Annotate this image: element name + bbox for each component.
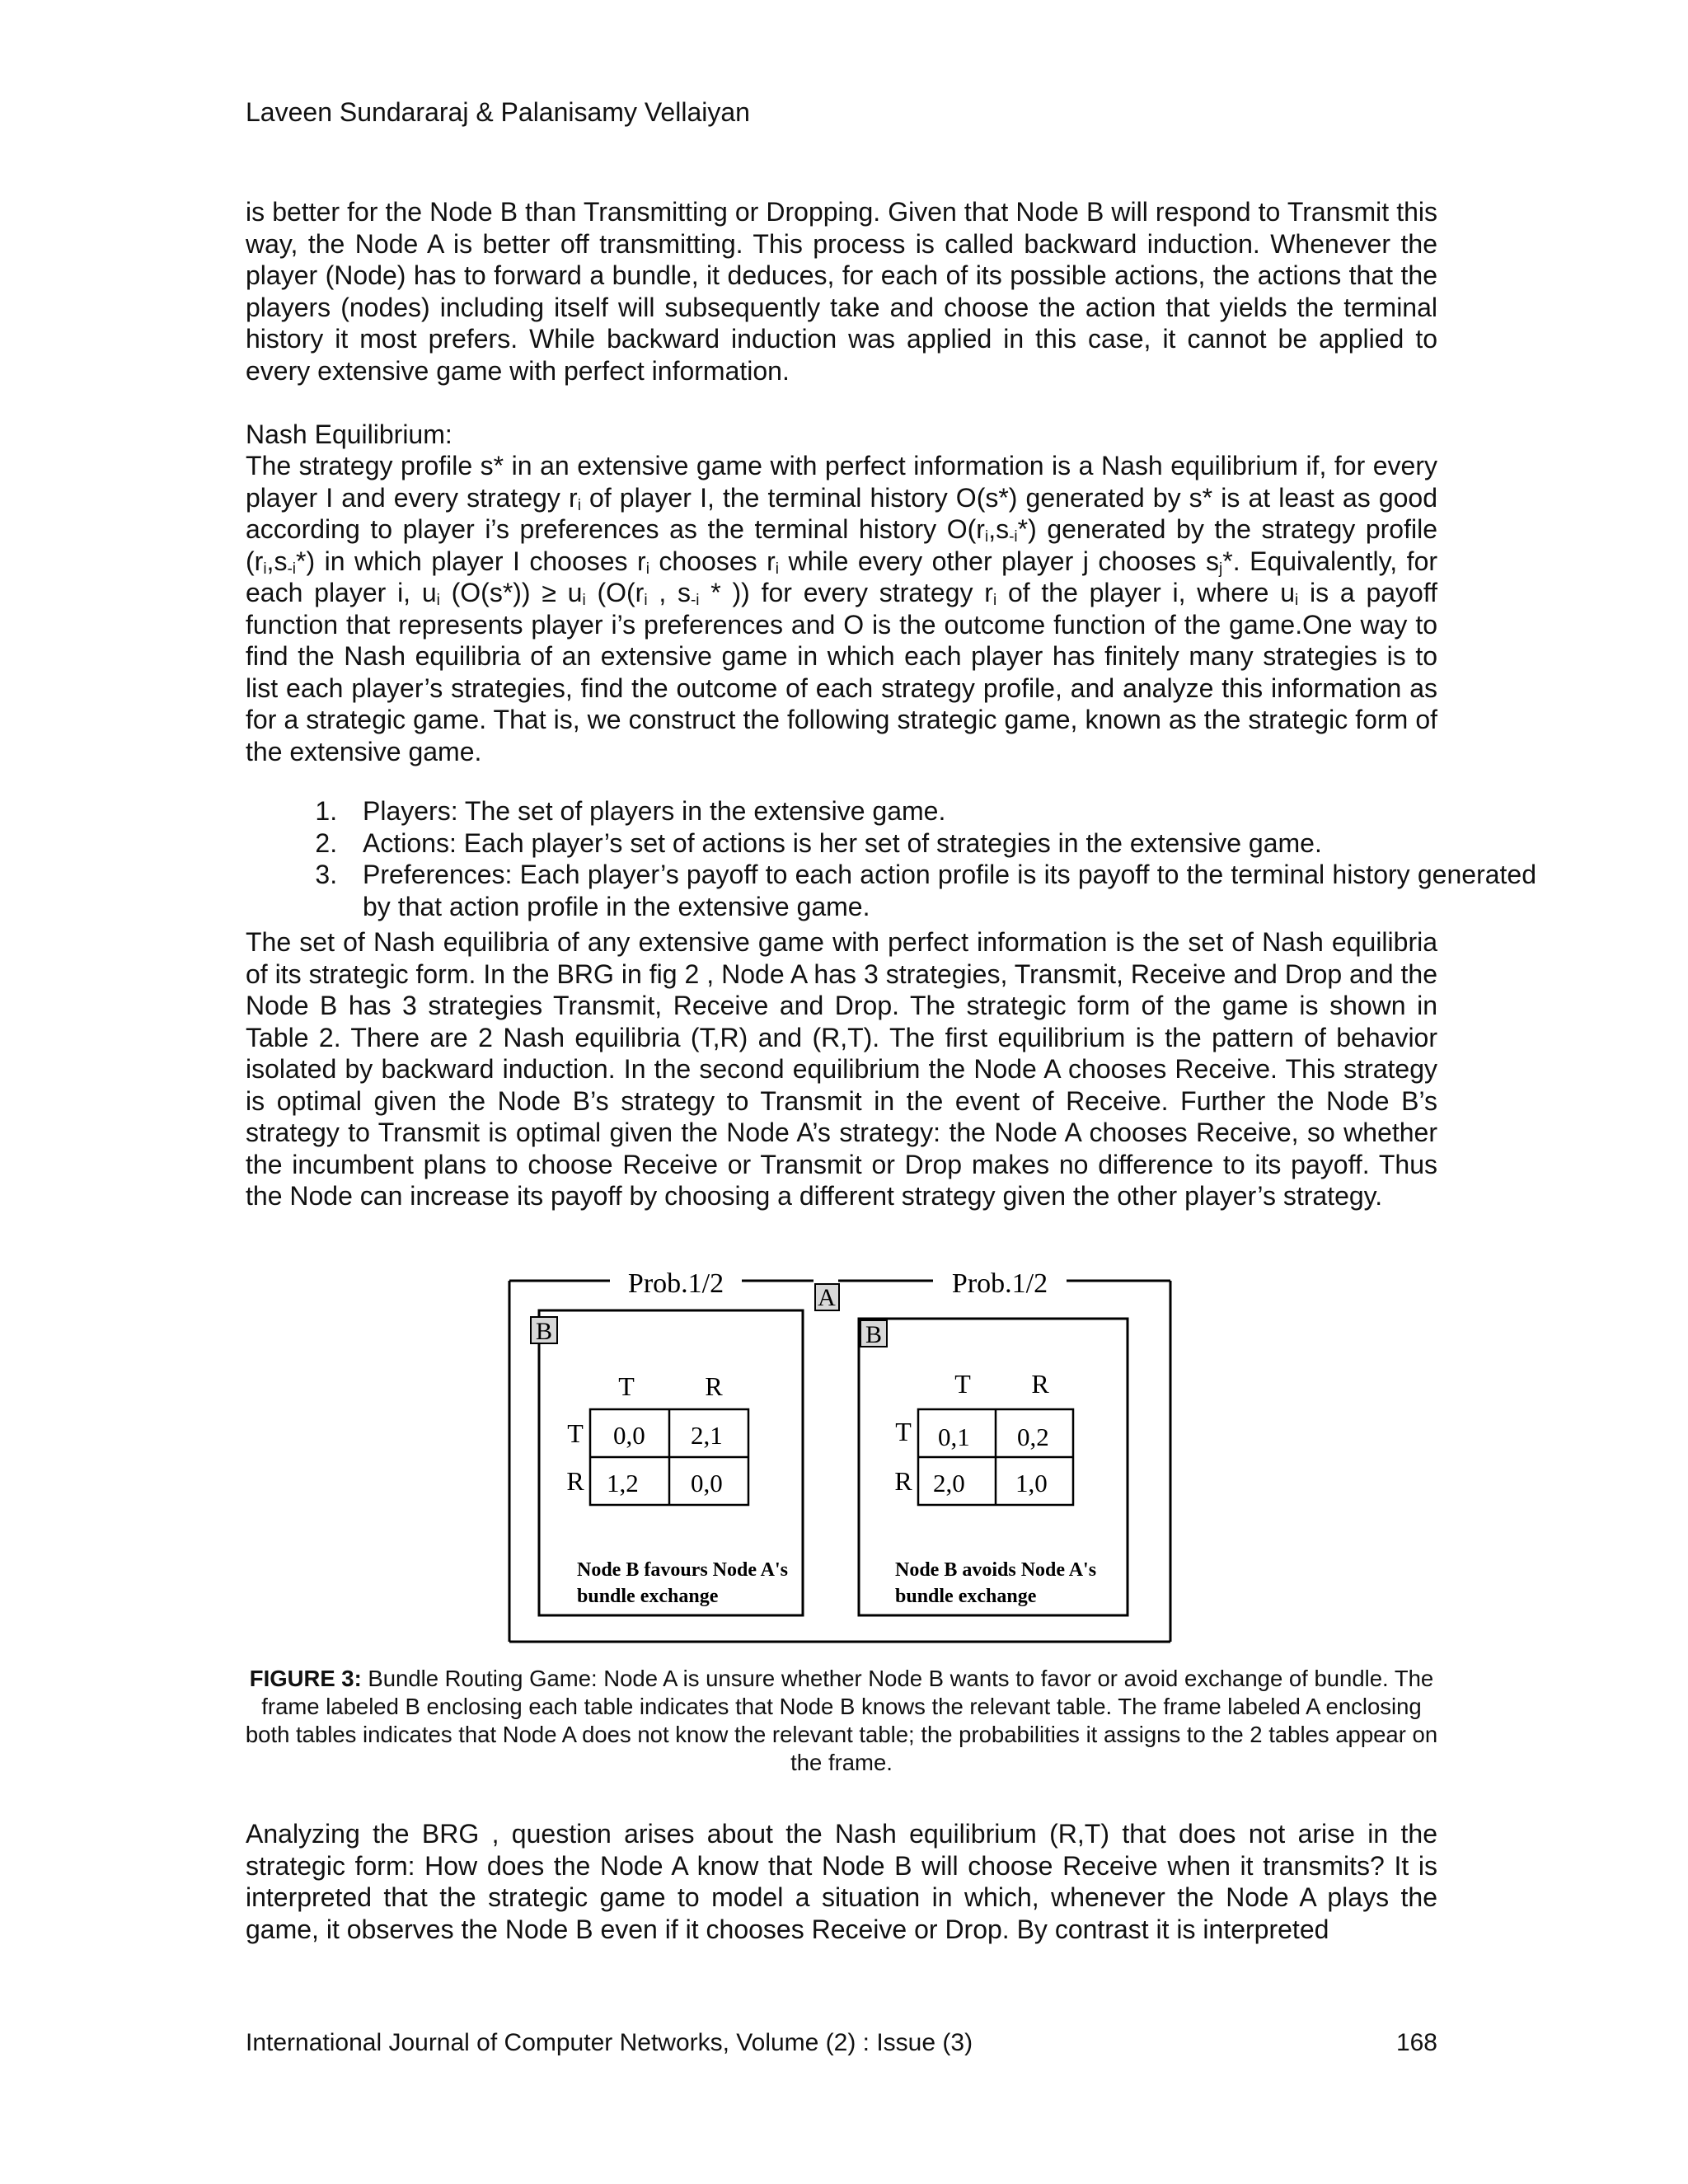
- subscript-i: i: [644, 592, 648, 609]
- note-right-line1: Node B avoids Node A's: [895, 1559, 1097, 1581]
- subscript-minus-i: -i: [287, 560, 296, 578]
- subscript-i: i: [436, 592, 440, 609]
- paragraph-brg-equilibria: The set of Nash equilibria of any extensive game with perfect information is the set of Nash equilibria of its strategic form. In the BRG in fig 2 , Node A has 3 strategies, Transmit, Receive and Drop and the Node B has 3 strategies Transmit, Receive and Drop. The strategic form of the game is shown in Table 2. There are 2 Nash equilibria (T,R) and (R,T). The first equilibrium is the pattern of behavior isolated by backward induction. In the second equilibrium the Node A chooses Receive. This strategy is optimal given the Node B’s strategy to Transmit in the event of Receive. Further the Node B’s strategy to Transmit is optimal given the Node A’s strategy: the Node A chooses Receive, so whether the incumbent plans to choose Receive or Transmit or Drop makes no difference to its payoff. Thus the Node can increase its payoff by choosing a different strategy given the other player’s strategy.: [246, 927, 1437, 1211]
- nash-comma-spaced-s: , s: [647, 578, 691, 607]
- note-right-line2: bundle exchange: [895, 1586, 1037, 1607]
- caption-label: FIGURE 3:: [249, 1666, 362, 1691]
- nash-text-7: *. Equivalently, for each player i, u: [246, 546, 1438, 607]
- nash-text-12: is a payoff function that represents player i’s preferences and O is the outcome function of the game.One way to find the Nash equilibria of an extensive game in which each player has finitely many strategies is to list each player’s strategies, find the outcome of each strategy profile, and analyze this information as for a strategic game. That is, we construct the following strategic game, known as the strategic form of the extensive game.: [246, 578, 1438, 766]
- nash-comma-s: ,s: [988, 514, 1010, 544]
- row-header-right-r: R: [894, 1466, 912, 1496]
- subscript-j: j: [1219, 560, 1223, 578]
- strategic-form-list: [246, 795, 1536, 922]
- col-header-left-t: T: [618, 1371, 635, 1401]
- list-item-preferences: 3. Preferences: Each player’s payoff to each action profile is its payoff to the terminal history generated by that action profile in the extensive game.: [345, 859, 1536, 922]
- label-b-left: B: [535, 1318, 553, 1345]
- paragraph-backward-induction: is better for the Node B than Transmitting or Dropping. Given that Node B will respond to Transmit this way, the Node A is better off transmitting. This process is called backward induction. Whenever the player (Node) has to forward a bundle, it deduces, for each of its possible actions, the actions that the players (nodes) including itself will subsequently take and choose the action that yields the terminal history it most prefers. While backward induction was applied in this case, it cannot be applied to every extensive game with perfect information.: [246, 197, 1437, 386]
- cell-left-tt: 0,0: [613, 1421, 645, 1450]
- row-header-left-r: R: [566, 1466, 584, 1496]
- col-header-right-t: T: [954, 1369, 971, 1399]
- nash-text-1: The strategy profile s* in an extensive game with perfect information is a Nash equilibrium if, for every player I and every strategy r: [246, 451, 1437, 513]
- nash-text-4: *) in which player I chooses r: [296, 546, 646, 576]
- nash-text-2: of player I, the terminal history O(s*) generated by s* is at least as good according to player i’s preferences as the terminal history O(r: [246, 482, 1438, 544]
- label-a: A: [818, 1284, 836, 1311]
- nash-comma-s: ,s: [266, 546, 288, 576]
- list-item-players: 1. Players: The set of players in the extensive game.: [345, 795, 1536, 827]
- row-header-right-t: T: [895, 1417, 912, 1446]
- nash-text-5: chooses r: [649, 546, 776, 576]
- figure-bundle-routing-game: [504, 1268, 1174, 1647]
- cell-right-rt: 2,0: [933, 1469, 965, 1497]
- prob-label-left: Prob.1/2: [627, 1268, 724, 1299]
- nash-text-8: (O(s*)) ≥ u: [439, 578, 583, 607]
- nash-text-10: * )) for every strategy r: [699, 578, 993, 607]
- subscript-i: i: [984, 528, 989, 546]
- cell-left-rr: 0,0: [691, 1469, 723, 1497]
- list-item-actions: 2. Actions: Each player’s set of actions is her set of strategies in the extensive game.: [345, 827, 1536, 860]
- figure-caption: [243, 1665, 1440, 1777]
- section-heading-nash: Nash Equilibrium:: [246, 419, 452, 449]
- subscript-i: i: [645, 560, 649, 578]
- subscript-i: i: [577, 496, 581, 514]
- cell-right-rr: 1,0: [1015, 1469, 1048, 1497]
- caption-text: Bundle Routing Game: Node A is unsure whether Node B wants to favor or avoid exchange of bundle. The frame labeled B enclosing each table indicates that Node B knows the relevant table. The frame labeled A enclosing both tables indicates that Node A does not know the relevant table; the probabilities it assigns to the 2 tables appear on the frame.: [245, 1666, 1438, 1775]
- subscript-minus-i: -i: [1009, 528, 1018, 546]
- col-header-right-r: R: [1031, 1369, 1049, 1399]
- prob-label-right: Prob.1/2: [951, 1268, 1048, 1299]
- nash-text-3: *) generated by the strategy profile (r: [246, 514, 1438, 576]
- running-head-authors: Laveen Sundararaj & Palanisamy Vellaiyan: [246, 97, 750, 127]
- figure-svg: [504, 1268, 1174, 1647]
- nash-text-11: of the player i, where u: [996, 578, 1296, 607]
- footer-page-number: 168: [1395, 2029, 1437, 2056]
- cell-right-tr: 0,2: [1017, 1422, 1049, 1451]
- subscript-i: i: [263, 560, 267, 578]
- row-header-left-t: T: [567, 1418, 584, 1448]
- nash-text-9: (O(r: [585, 578, 645, 607]
- note-left-line2: bundle exchange: [577, 1586, 719, 1607]
- subscript-i: i: [992, 592, 997, 609]
- footer-journal: International Journal of Computer Networks, Volume (2) : Issue (3): [246, 2029, 973, 2056]
- subscript-i: i: [582, 592, 586, 609]
- cell-left-rt: 1,2: [607, 1469, 639, 1497]
- subscript-i: i: [1295, 592, 1299, 609]
- note-left-line1: Node B favours Node A's: [577, 1559, 789, 1581]
- col-header-left-r: R: [705, 1371, 723, 1401]
- cell-right-tt: 0,1: [938, 1422, 970, 1451]
- paragraph-analyzing-brg: Analyzing the BRG , question arises about the Nash equilibrium (R,T) that does not arise in the strategic form: How does the Node A know that Node B will choose Receive when it transmits? It is interpreted that the strategic game to model a situation in which, whenever the Node A plays the game, it observes the Node B even if it chooses Receive or Drop. By contrast it is interpreted: [246, 1819, 1437, 1944]
- nash-text-6: while every other player j chooses s: [779, 546, 1220, 576]
- subscript-i: i: [775, 560, 780, 578]
- subscript-minus-i: -i: [690, 592, 700, 609]
- paragraph-nash-definition: [246, 450, 1437, 767]
- cell-left-tr: 2,1: [691, 1421, 723, 1450]
- label-b-right: B: [865, 1321, 883, 1348]
